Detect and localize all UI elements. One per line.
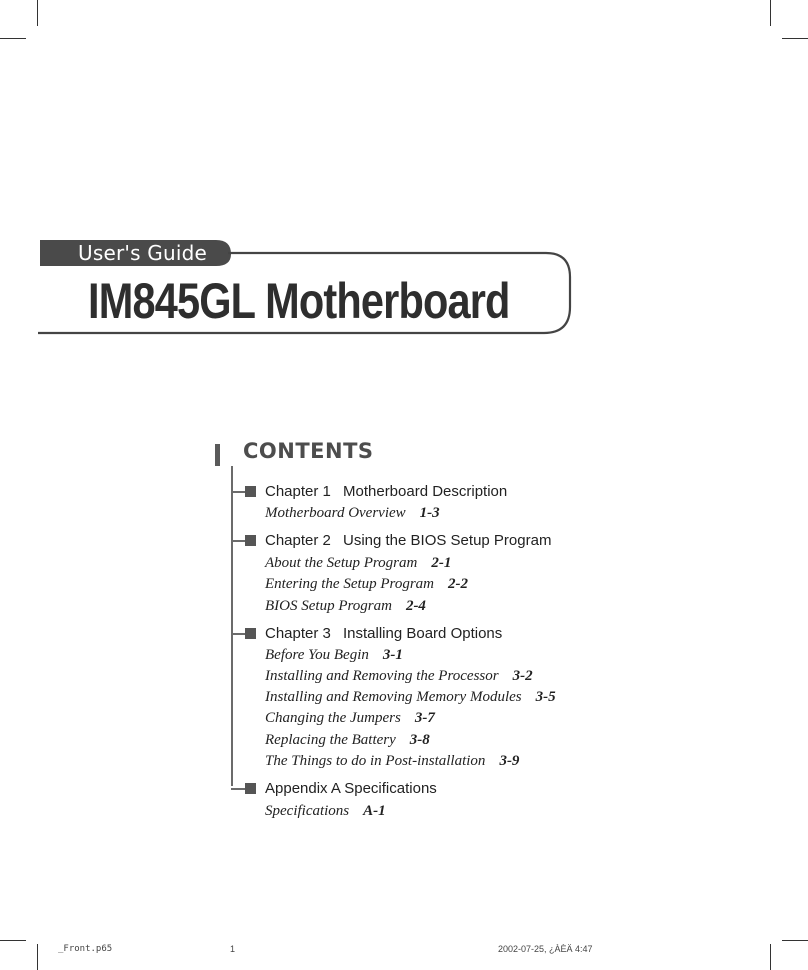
toc-section — [265, 708, 435, 728]
toc-chapter — [231, 482, 531, 502]
section-title: BIOS Setup Program — [265, 598, 392, 614]
toc-section — [265, 687, 556, 707]
section-title: Changing the Jumpers — [265, 710, 401, 726]
bullet-square-icon — [245, 783, 256, 794]
section-page: 3-8 — [409, 732, 430, 748]
section-title: About the Setup Program — [265, 555, 418, 571]
toc-section — [265, 730, 430, 750]
section-page: 3-9 — [499, 753, 520, 769]
crop-mark — [770, 0, 771, 26]
crop-mark — [0, 38, 26, 39]
section-page: 3-2 — [512, 668, 533, 684]
toc-branch — [231, 633, 245, 635]
toc-chapter — [231, 531, 561, 551]
footer-timestamp: 2002-07-25, ¿ÀÈÄ 4:47 — [498, 944, 593, 954]
toc-section — [265, 503, 440, 523]
toc-branch — [231, 540, 245, 542]
chapter-number: Chapter 2 — [265, 532, 331, 549]
chapter-title: Installing Board Options — [343, 625, 503, 642]
crop-mark — [770, 944, 771, 970]
section-page: 3-7 — [414, 710, 435, 726]
toc-section — [265, 666, 533, 686]
section-page: 2-4 — [405, 598, 426, 614]
contents-marker — [215, 444, 220, 466]
section-page: 1-3 — [419, 505, 440, 521]
section-title: Motherboard Overview — [265, 505, 406, 521]
bullet-square-icon — [245, 628, 256, 639]
crop-mark — [37, 0, 38, 26]
toc-section — [265, 553, 451, 573]
toc-section — [265, 751, 519, 771]
section-page: 3-1 — [382, 647, 403, 663]
section-title: Replacing the Battery — [265, 732, 396, 748]
chapter-number: Chapter 3 — [265, 625, 331, 642]
section-title: Entering the Setup Program — [265, 576, 435, 592]
chapter-title: Using the BIOS Setup Program — [343, 532, 552, 549]
crop-mark — [782, 38, 808, 39]
section-title: Installing and Removing the Processor — [265, 668, 499, 684]
footer-page-number: 1 — [230, 944, 236, 954]
footer-filename: _Front.p65 — [58, 944, 113, 954]
chapter-number: Appendix A Specifications — [265, 780, 437, 797]
toc-branch — [231, 788, 245, 790]
crop-mark — [37, 944, 38, 970]
section-title: Installing and Removing Memory Modules — [265, 689, 522, 705]
bullet-square-icon — [245, 535, 256, 546]
toc-branch — [231, 491, 245, 493]
toc-section — [265, 801, 386, 821]
section-page: 2-1 — [431, 555, 452, 571]
section-page: 2-2 — [448, 576, 469, 592]
bullet-square-icon — [245, 486, 256, 497]
chapter-number: Chapter 1 — [265, 483, 331, 500]
toc-chapter — [231, 779, 461, 799]
users-guide-label: User's Guide — [78, 241, 207, 265]
toc-section — [265, 596, 426, 616]
section-page: 3-5 — [535, 689, 556, 705]
product-title: IM845GL Motherboard — [88, 273, 510, 329]
crop-mark — [782, 940, 808, 941]
section-title: Before You Begin — [265, 647, 369, 663]
chapter-title: Motherboard Description — [343, 483, 508, 500]
section-title: Specifications — [265, 803, 350, 819]
crop-mark — [0, 940, 26, 941]
toc-section — [265, 645, 403, 665]
toc-chapter — [231, 624, 531, 644]
section-title: The Things to do in Post-installation — [265, 753, 486, 769]
toc-section — [265, 574, 468, 594]
contents-heading: CONTENTS — [243, 439, 374, 463]
section-page: A-1 — [363, 803, 386, 819]
